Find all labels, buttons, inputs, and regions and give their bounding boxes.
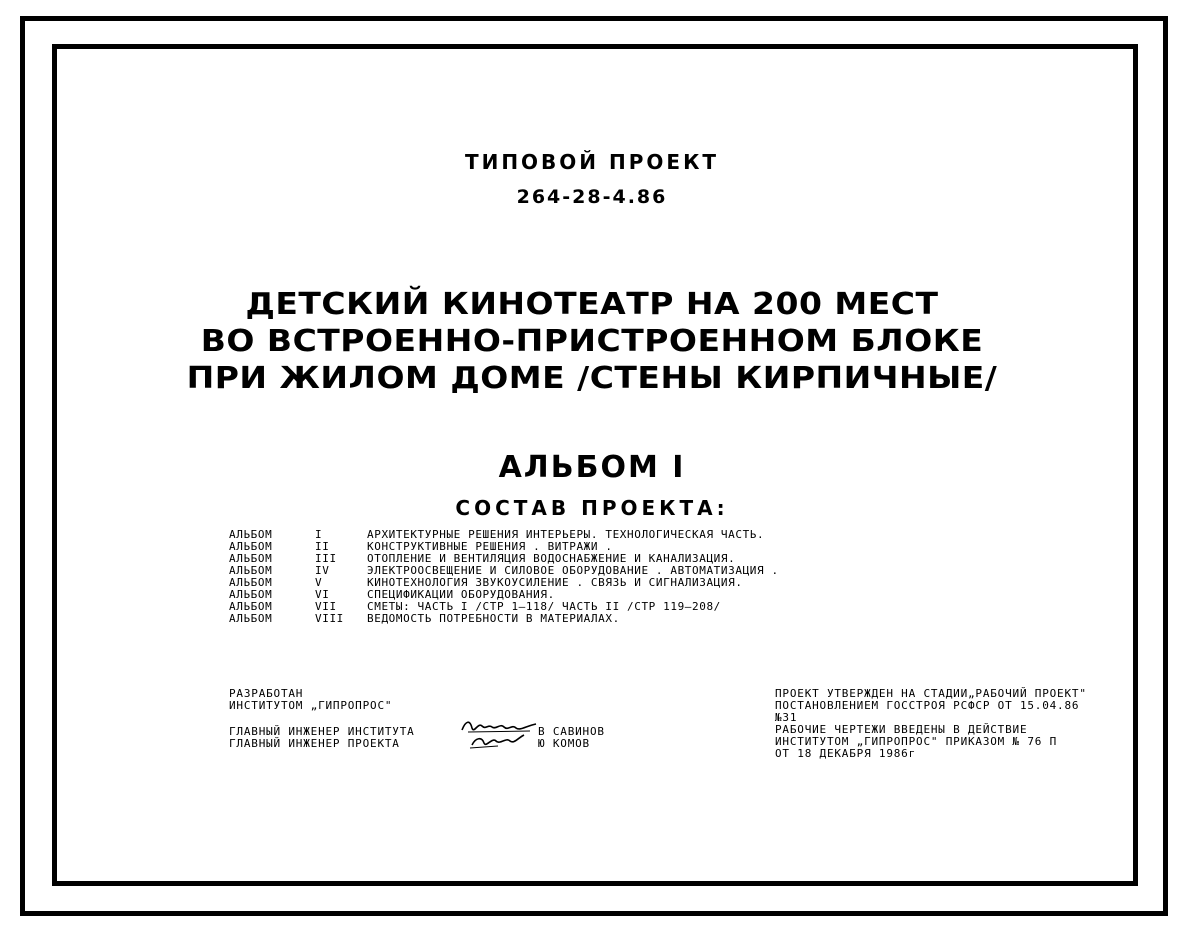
album-number: II <box>315 540 330 553</box>
album-description: АРХИТЕКТУРНЫЕ РЕШЕНИЯ ИНТЕРЬЕРЫ. ТЕХНОЛОГИЧЕСКАЯ ЧАСТЬ. <box>367 528 765 541</box>
project-type: ТИПОВОЙ ПРОЕКТ <box>464 150 720 174</box>
project-code: 264-28-4.86 <box>516 186 668 208</box>
album-number: VI <box>315 588 330 601</box>
album-description: ВЕДОМОСТЬ ПОТРЕБНОСТИ В МАТЕРИАЛАХ. <box>367 612 620 625</box>
album-word: АЛЬБОМ <box>229 528 273 541</box>
title-line-3: ПРИ ЖИЛОМ ДОМЕ /СТЕНЫ КИРПИЧНЫЕ/ <box>186 359 998 396</box>
album-row <box>229 577 929 589</box>
chief-engineer-institute-label: ГЛАВНЫЙ ИНЖЕНЕР ИНСТИТУТА <box>229 725 415 738</box>
album-description: ЭЛЕКТРООСВЕЩЕНИЕ И СИЛОВОЕ ОБОРУДОВАНИЕ . АВТОМАТИЗАЦИЯ . <box>367 564 779 577</box>
chief-engineer-institute-name: В САВИНОВ <box>538 725 605 738</box>
album-number: IV <box>315 564 330 577</box>
title-line-1: ДЕТСКИЙ КИНОТЕАТР НА 200 МЕСТ <box>245 285 939 322</box>
album-number: III <box>315 552 337 565</box>
album-number: VIII <box>315 612 344 625</box>
album-number: V <box>315 576 323 589</box>
approval-line-4: РАБОЧИЕ ЧЕРТЕЖИ ВВЕДЕНЫ В ДЕЙСТВИЕ <box>775 723 1028 736</box>
approval-line-2: ПОСТАНОВЛЕНИЕМ ГОССТРОЯ РСФСР ОТ 15.04.86 <box>775 699 1080 712</box>
approval-line-6: ОТ 18 ДЕКАБРЯ 1986г <box>775 747 917 760</box>
album-number: VII <box>315 600 337 613</box>
album-word: АЛЬБОМ <box>229 540 273 553</box>
developer-line-1: РАЗРАБОТАН <box>229 687 304 700</box>
album-description: СПЕЦИФИКАЦИИ ОБОРУДОВАНИЯ. <box>367 588 555 601</box>
chief-engineer-project-label: ГЛАВНЫЙ ИНЖЕНЕР ПРОЕКТА <box>229 737 400 750</box>
album-word: АЛЬБОМ <box>229 564 273 577</box>
album-title: АЛЬБОМ I <box>498 450 686 485</box>
developer-line-2: ИНСТИТУТОМ „ГИПРОПРОС" <box>229 699 393 712</box>
approval-line-5: ИНСТИТУТОМ „ГИПРОПРОС" ПРИКАЗОМ № 76 П <box>775 735 1058 748</box>
album-description: КОНСТРУКТИВНЫЕ РЕШЕНИЯ . ВИТРАЖИ . <box>367 540 613 553</box>
chief-engineer-project-name: Ю КОМОВ <box>538 737 590 750</box>
approval-line-3: №31 <box>775 711 798 724</box>
album-row <box>229 613 929 625</box>
title-line-2: ВО ВСТРОЕННО-ПРИСТРОЕННОМ БЛОКЕ <box>200 322 984 359</box>
album-list <box>229 529 929 625</box>
album-word: АЛЬБОМ <box>229 588 273 601</box>
album-description: ОТОПЛЕНИЕ И ВЕНТИЛЯЦИЯ ВОДОСНАБЖЕНИЕ И КАНАЛИЗАЦИЯ. <box>367 552 736 565</box>
album-word: АЛЬБОМ <box>229 612 273 625</box>
album-word: АЛЬБОМ <box>229 552 273 565</box>
signature-icon <box>468 731 528 751</box>
album-description: КИНОТЕХНОЛОГИЯ ЗВУКОУСИЛЕНИЕ . СВЯЗЬ И СИГНАЛИЗАЦИЯ. <box>367 576 743 589</box>
album-word: АЛЬБОМ <box>229 600 273 613</box>
approval-line-1: ПРОЕКТ УТВЕРЖДЕН НА СТАДИИ„РАБОЧИЙ ПРОЕКТ" <box>775 687 1087 700</box>
contents-heading: СОСТАВ ПРОЕКТА: <box>455 496 729 520</box>
album-description: СМЕТЫ: ЧАСТЬ I /СТР 1—118/ ЧАСТЬ II /СТР 119—208/ <box>367 600 721 613</box>
album-number: I <box>315 528 323 541</box>
album-word: АЛЬБОМ <box>229 576 273 589</box>
